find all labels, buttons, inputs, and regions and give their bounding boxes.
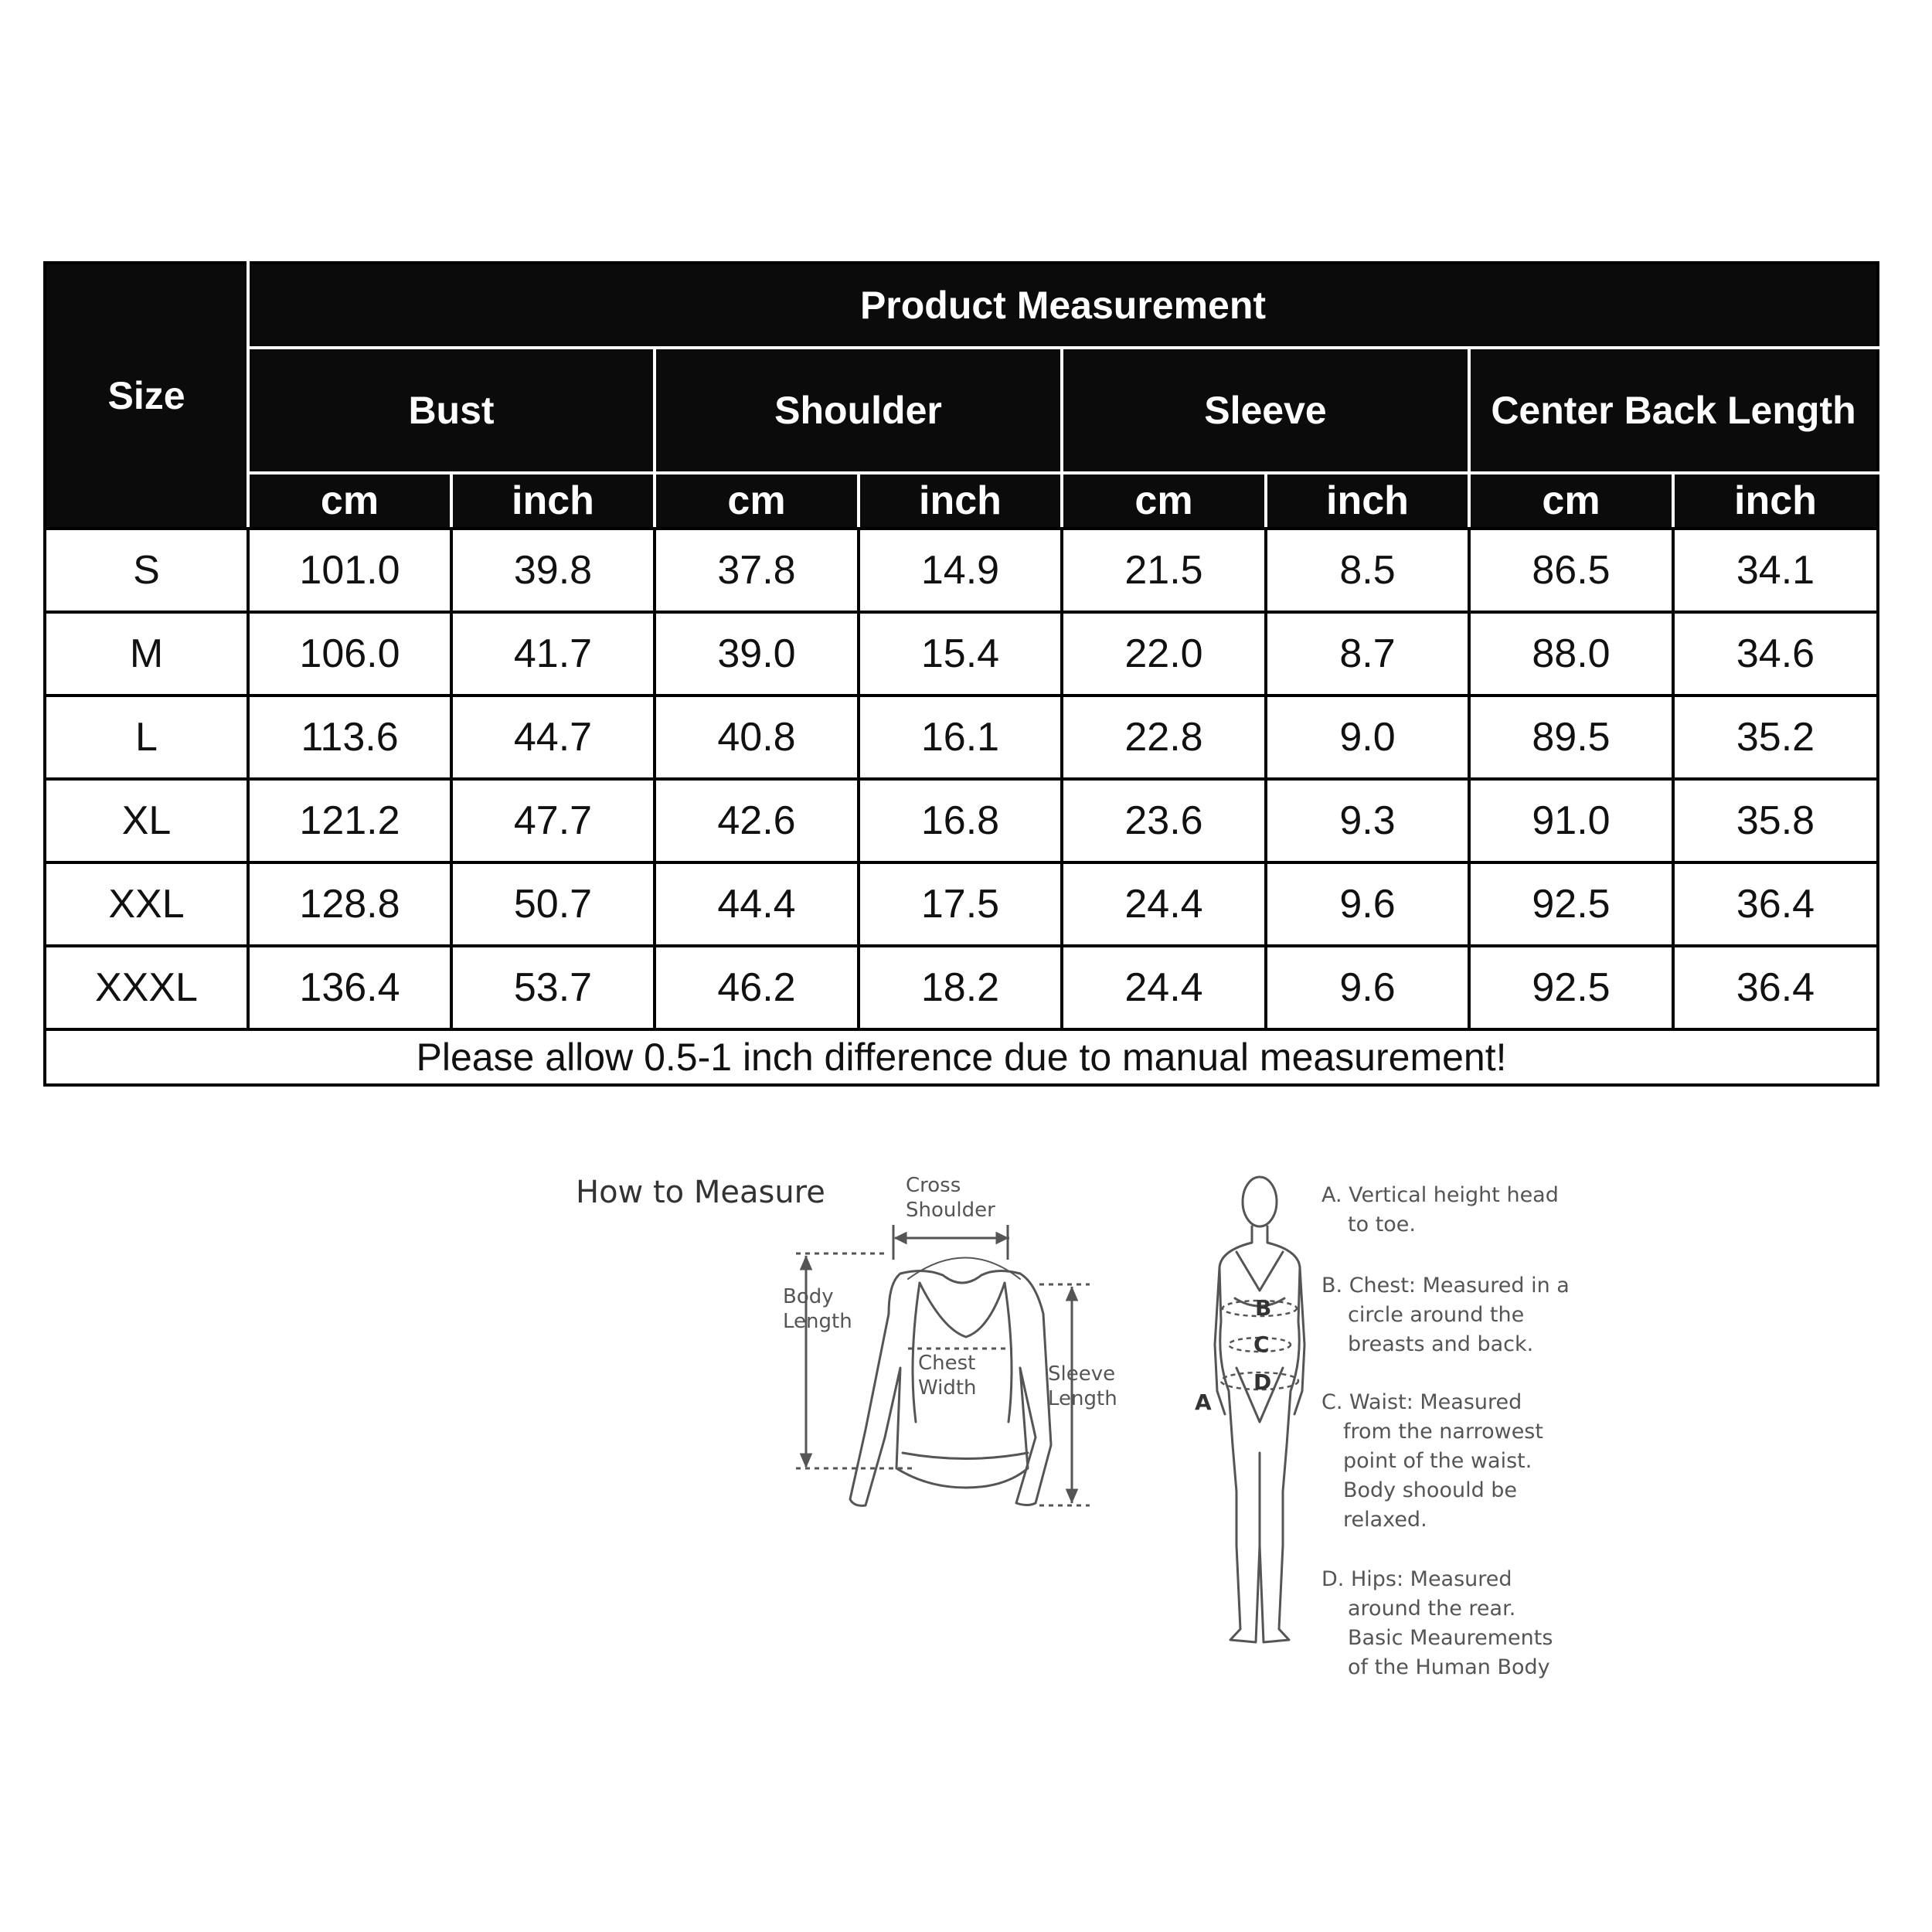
note-waist: C. Waist: Measured from the narrowest point of the waist. Body shoould be relaxed. xyxy=(1321,1390,1543,1532)
body-letter-a: A xyxy=(1195,1389,1212,1415)
table-row xyxy=(45,612,1878,696)
measurement-cell: 121.2 xyxy=(248,779,451,862)
unit-header: cm xyxy=(1469,473,1673,529)
measurement-cell: 46.2 xyxy=(655,946,859,1029)
measurement-cell: 106.0 xyxy=(248,612,451,696)
measurement-cell: 39.0 xyxy=(655,612,859,696)
measurement-cell: 22.8 xyxy=(1062,696,1266,779)
table-row xyxy=(45,529,1878,612)
measurement-cell: 9.0 xyxy=(1266,696,1469,779)
size-cell: XL xyxy=(45,779,248,862)
unit-header: inch xyxy=(1266,473,1469,529)
measurement-cell: 8.7 xyxy=(1266,612,1469,696)
body-letter-b: B xyxy=(1255,1295,1272,1321)
measurement-cell: 24.4 xyxy=(1062,946,1266,1029)
garment-outline xyxy=(850,1270,1051,1505)
measurement-cell: 15.4 xyxy=(859,612,1062,696)
measurement-cell: 9.6 xyxy=(1266,862,1469,946)
group-header-bust: Bust xyxy=(248,348,655,473)
size-cell: S xyxy=(45,529,248,612)
measurement-cell: 17.5 xyxy=(859,862,1062,946)
measurement-cell: 35.8 xyxy=(1673,779,1878,862)
table-body xyxy=(45,529,1878,1029)
measurement-cell: 41.7 xyxy=(451,612,655,696)
unit-header: inch xyxy=(1673,473,1878,529)
measurement-cell: 9.3 xyxy=(1266,779,1469,862)
chest-width-label: Chest Width xyxy=(918,1352,977,1400)
measurement-cell: 16.1 xyxy=(859,696,1062,779)
size-cell: XXXL xyxy=(45,946,248,1029)
note-chest: B. Chest: Measured in a circle around the breasts and back. xyxy=(1321,1274,1570,1356)
measurement-cell: 39.8 xyxy=(451,529,655,612)
measurement-cell: 22.0 xyxy=(1062,612,1266,696)
measurement-cell: 37.8 xyxy=(655,529,859,612)
group-header-shoulder: Shoulder xyxy=(655,348,1062,473)
table-row xyxy=(45,862,1878,946)
measurement-cell: 44.7 xyxy=(451,696,655,779)
measurement-note: Please allow 0.5-1 inch difference due to manual measurement! xyxy=(45,1029,1878,1085)
unit-header: cm xyxy=(1062,473,1266,529)
measurement-cell: 8.5 xyxy=(1266,529,1469,612)
unit-header: inch xyxy=(451,473,655,529)
measurement-cell: 44.4 xyxy=(655,862,859,946)
note-hips: D. Hips: Measured around the rear. Basic Meaurements of the Human Body xyxy=(1321,1567,1553,1679)
body-length-label: Body Length xyxy=(783,1285,852,1333)
measurement-cell: 36.4 xyxy=(1673,862,1878,946)
measurement-cell: 86.5 xyxy=(1469,529,1673,612)
measurement-cell: 24.4 xyxy=(1062,862,1266,946)
unit-header: inch xyxy=(859,473,1062,529)
unit-header: cm xyxy=(655,473,859,529)
measurement-cell: 42.6 xyxy=(655,779,859,862)
table-row xyxy=(45,946,1878,1029)
sleeve-length-label: Sleeve Length xyxy=(1048,1362,1117,1410)
table-row xyxy=(45,696,1878,779)
group-header-center-back-length: Center Back Length xyxy=(1469,348,1878,473)
measurement-cell: 23.6 xyxy=(1062,779,1266,862)
measurement-cell: 34.1 xyxy=(1673,529,1878,612)
measurement-cell: 16.8 xyxy=(859,779,1062,862)
measurement-cell: 18.2 xyxy=(859,946,1062,1029)
measurement-cell: 35.2 xyxy=(1673,696,1878,779)
table-row xyxy=(45,779,1878,862)
measurement-cell: 91.0 xyxy=(1469,779,1673,862)
measurement-cell: 113.6 xyxy=(248,696,451,779)
measurement-cell: 101.0 xyxy=(248,529,451,612)
measurement-cell: 89.5 xyxy=(1469,696,1673,779)
size-header: Size xyxy=(45,263,248,529)
note-vertical-height: A. Vertical height head to toe. xyxy=(1321,1183,1559,1236)
body-letter-c: C xyxy=(1253,1332,1270,1357)
measurement-cell: 128.8 xyxy=(248,862,451,946)
table-title: Product Measurement xyxy=(248,263,1878,348)
unit-header: cm xyxy=(248,473,451,529)
measurement-cell: 88.0 xyxy=(1469,612,1673,696)
measurement-cell: 92.5 xyxy=(1469,862,1673,946)
measurement-cell: 50.7 xyxy=(451,862,655,946)
size-cell: M xyxy=(45,612,248,696)
measurement-cell: 14.9 xyxy=(859,529,1062,612)
body-letter-d: D xyxy=(1253,1369,1272,1395)
measurement-cell: 92.5 xyxy=(1469,946,1673,1029)
measurement-cell: 53.7 xyxy=(451,946,655,1029)
cross-shoulder-label: Cross Shoulder xyxy=(906,1174,995,1222)
measurement-cell: 47.7 xyxy=(451,779,655,862)
measurement-cell: 34.6 xyxy=(1673,612,1878,696)
body-figure xyxy=(1215,1177,1304,1642)
size-chart-table xyxy=(43,261,1879,1087)
size-cell: L xyxy=(45,696,248,779)
measurement-cell: 40.8 xyxy=(655,696,859,779)
measurement-cell: 9.6 xyxy=(1266,946,1469,1029)
measurement-cell: 136.4 xyxy=(248,946,451,1029)
size-cell: XXL xyxy=(45,862,248,946)
measurement-cell: 36.4 xyxy=(1673,946,1878,1029)
measurement-cell: 21.5 xyxy=(1062,529,1266,612)
how-to-measure-title: How to Measure xyxy=(576,1175,825,1210)
group-header-sleeve: Sleeve xyxy=(1062,348,1469,473)
